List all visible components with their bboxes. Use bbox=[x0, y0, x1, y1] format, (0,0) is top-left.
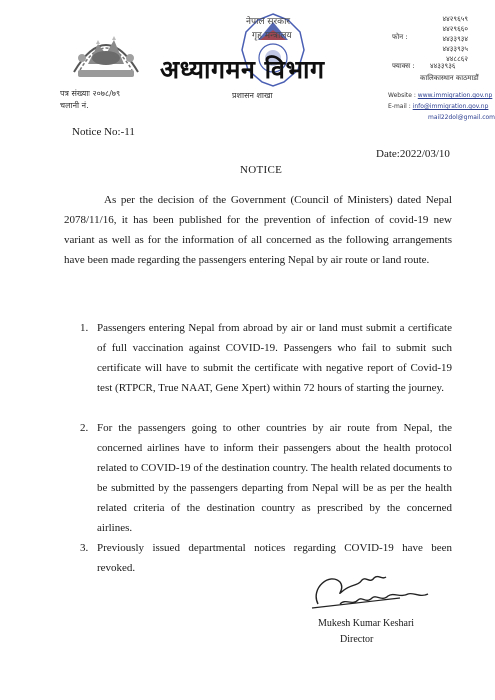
seal-text-line-2: गृह मन्त्रालय bbox=[252, 31, 292, 41]
intro-paragraph: As per the decision of the Government (Council of Ministers) dated Nepal 2078/11/16, it has been published for the prevention of infection of covid-19 new variant as well as for the information of all concerned as the following arrangements have been made regarding the passengers entering Nepal by air route or land route. bbox=[64, 194, 452, 266]
phone-label: फोन : bbox=[392, 33, 408, 41]
list-item-number: 2. bbox=[80, 422, 89, 434]
website-row bbox=[388, 92, 492, 99]
section-name: प्रशासन शाखा bbox=[232, 91, 273, 100]
phone-number: ४४३३९३४ bbox=[442, 35, 468, 43]
handwritten-signature bbox=[300, 568, 450, 614]
email-link[interactable]: info@immigration.gov.np bbox=[412, 103, 489, 110]
fax-number: ४४३३९३६ bbox=[430, 62, 456, 70]
website-link[interactable]: www.immigration.gov.np bbox=[417, 92, 493, 99]
list-item-text: For the passengers going to other countries by air route from Nepal, the concerned airlines have to inform their passengers about the health protocol related to COVID-19 of the destination country. The health related documents to be submitted by the passengers departing from Nepal will be as per the health related criteria of the destination country as prescribed by the concerned airlines. bbox=[97, 422, 452, 534]
phone-number: ४४३३९३५ bbox=[442, 45, 468, 53]
reference-number: पत्र संख्याः २०७८/७९ bbox=[60, 89, 121, 98]
website-label: Website : bbox=[388, 92, 416, 99]
signatory-title: Director bbox=[340, 634, 374, 645]
signatory-name: Mukesh Kumar Keshari bbox=[318, 618, 415, 629]
list-item-number: 1. bbox=[80, 322, 89, 334]
notice-number: Notice No:-11 bbox=[72, 126, 135, 138]
list-item-text: Passengers entering Nepal from abroad by air or land must submit a certificate of full vaccination against COVID-19. Passengers who fail to submit such certificate will have to submit the certificate with negative report of Covid-19 test (RTPCR, True NAAT, Gene Xpert) within 72 hours of starting the journey. bbox=[97, 322, 452, 394]
notice-heading: NOTICE bbox=[240, 164, 283, 176]
seal-text-line-1: नेपाल सरकार bbox=[246, 17, 291, 27]
list-item-text: Previously issued departmental notices regarding COVID-19 have been revoked. bbox=[97, 542, 452, 574]
fax-label: फ्याक्स : bbox=[392, 62, 415, 70]
phone-number: ४४८८६२ bbox=[446, 55, 468, 63]
office-address: कालिकास्थान काठमाडौं bbox=[420, 74, 479, 82]
alternate-email-link[interactable]: mail22dol@gmail.com bbox=[428, 114, 495, 121]
notice-date: Date:2022/03/10 bbox=[376, 148, 450, 160]
phone-number: ४४२९६६० bbox=[442, 25, 468, 33]
list-item bbox=[80, 318, 452, 398]
department-title: अध्यागमन विभाग bbox=[160, 55, 325, 84]
email-label: E-mail : bbox=[388, 103, 411, 110]
nepal-emblem-icon bbox=[66, 14, 146, 84]
list-item bbox=[80, 418, 452, 538]
email-row bbox=[388, 103, 488, 110]
phone-number: ४४२९६५९ bbox=[442, 15, 468, 23]
list-item-number: 3. bbox=[80, 542, 89, 554]
dispatch-number: चलानी नं. bbox=[60, 101, 89, 110]
phone-list bbox=[418, 14, 468, 64]
